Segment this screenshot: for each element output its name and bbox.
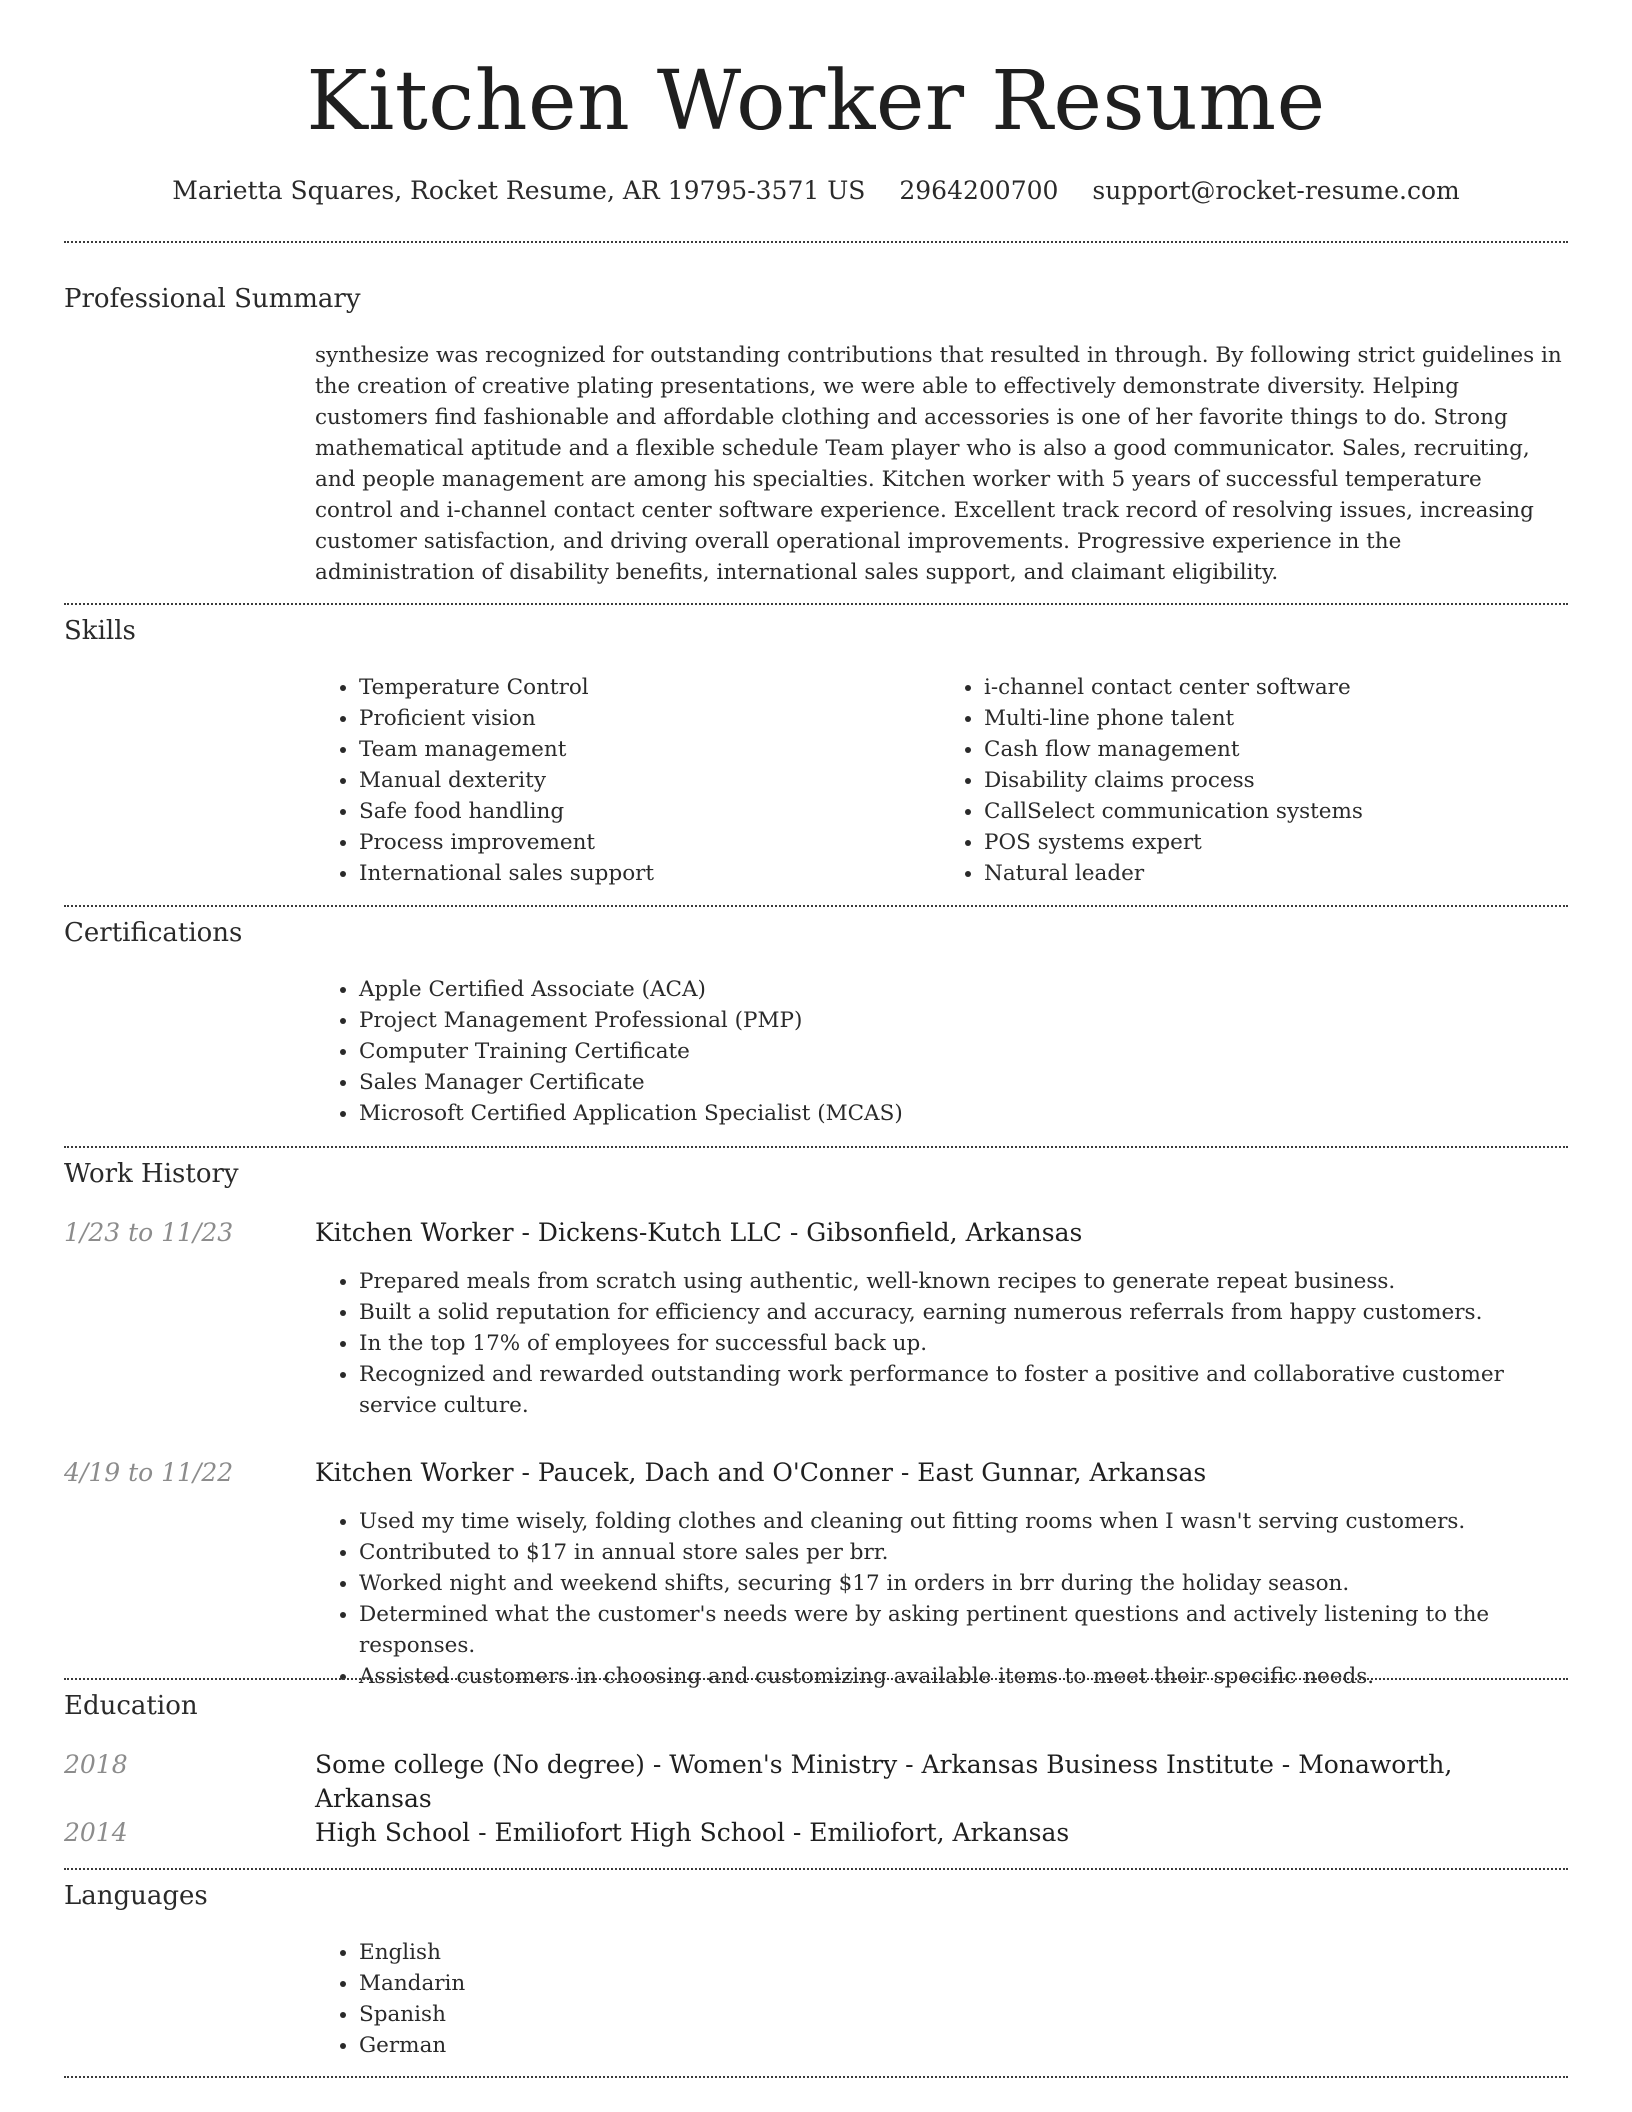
list-item: • Microsoft Certified Application Specialist (MCAS) [359,1098,1565,1129]
job-bullet-list [315,1266,1565,1421]
education-year: 2018 [64,1750,128,1779]
list-item: • Built a solid reputation for efficiency and accuracy, earning numerous referrals from happy customers. [359,1297,1565,1328]
list-item: • Safe food handling [359,796,940,827]
list-item: • German [359,2030,1565,2061]
job-title: Kitchen Worker - Dickens-Kutch LLC - Gibsonfield, Arkansas [315,1218,1083,1247]
list-item: • International sales support [359,858,940,889]
section-title-education: Education [64,1691,198,1721]
section-divider [64,241,1568,243]
list-item: • English [359,1937,1565,1968]
section-title-skills: Skills [64,616,136,646]
skills-list-right [940,672,1565,889]
contact-email: support@rocket-resume.com [1092,176,1460,205]
list-item: • Worked night and weekend shifts, securing $17 in orders in brr during the holiday season. [359,1568,1565,1599]
languages-block [315,1937,1565,2061]
list-item: • Process improvement [359,827,940,858]
resume-header [0,0,1632,208]
skills-list-left [315,672,940,889]
page-title: Kitchen Worker Resume [306,54,1326,149]
summary-text: synthesize was recognized for outstanding contributions that resulted in through. By following strict guidelines in the creation of creative plating presentations, we were able to effectively demonstrate diversity. Helping customers find fashionable and affordable clothing and accessories is one of her favorite things to do. Strong mathematical aptitude and a flexible schedule Team player who is also a good communicator. Sales, recruiting, and people management are among his specialties. Kitchen worker with 5 years of successful temperature control and i-channel contact center software experience. Excellent track record of resolving issues, increasing customer satisfaction, and driving overall operational improvements. Progressive experience in the administration of disability benefits, international sales support, and claimant eligibility. [315,343,1562,585]
job-bullets [315,1506,1565,1692]
languages-list [315,1937,1565,2061]
certifications-block [315,974,1565,1129]
section-title-summary: Professional Summary [64,284,361,314]
list-item: • Apple Certified Associate (ACA) [359,974,1565,1005]
section-divider [64,603,1568,605]
list-item: • Proficient vision [359,703,940,734]
job-bullet-list [315,1506,1565,1692]
list-item: • Used my time wisely, folding clothes and cleaning out fitting rooms when I wasn't serving customers. [359,1506,1565,1537]
list-item: • Recognized and rewarded outstanding work performance to foster a positive and collaborative customer service culture. [359,1359,1565,1421]
list-item: • Temperature Control [359,672,940,703]
section-title-work-history: Work History [64,1159,239,1189]
section-divider [64,905,1568,907]
education-year: 2014 [64,1818,128,1847]
contact-line [0,174,1632,208]
section-divider [64,1678,1568,1680]
job-title: Kitchen Worker - Paucek, Dach and O'Conner - East Gunnar, Arkansas [315,1458,1207,1487]
list-item: • POS systems expert [984,827,1565,858]
list-item: • i-channel contact center software [984,672,1565,703]
list-item: • Disability claims process [984,765,1565,796]
list-item: • Multi-line phone talent [984,703,1565,734]
skills-block [315,672,1565,889]
section-title-languages: Languages [64,1881,208,1911]
job-dates: 4/19 to 11/22 [64,1458,234,1487]
section-divider [64,1146,1568,1148]
list-item: • Computer Training Certificate [359,1036,1565,1067]
list-item: • Prepared meals from scratch using authentic, well-known recipes to generate repeat business. [359,1266,1565,1297]
list-item: • CallSelect communication systems [984,796,1565,827]
list-item: • Sales Manager Certificate [359,1067,1565,1098]
list-item: • Project Management Professional (PMP) [359,1005,1565,1036]
list-item: • Mandarin [359,1968,1565,1999]
list-item: • Cash flow management [984,734,1565,765]
section-divider [64,2076,1568,2078]
education-entry: High School - Emiliofort High School - Emiliofort, Arkansas [315,1818,1070,1847]
list-item: • Natural leader [984,858,1565,889]
contact-phone: 2964200700 [899,176,1059,205]
list-item: • Team management [359,734,940,765]
job-bullets [315,1266,1565,1421]
certifications-list [315,974,1565,1129]
list-item: • Contributed to $17 in annual store sales per brr. [359,1537,1565,1568]
list-item: • Spanish [359,1999,1565,2030]
contact-address: Marietta Squares, Rocket Resume, AR 19795-3571 US [172,176,866,205]
list-item: • Assisted customers in choosing and customizing available items to meet their specific needs. [359,1661,1565,1692]
summary-block [315,340,1565,588]
list-item: • In the top 17% of employees for successful back up. [359,1328,1565,1359]
job-dates: 1/23 to 11/23 [64,1218,234,1247]
section-title-certifications: Certifications [64,918,243,948]
section-divider [64,1868,1568,1870]
list-item: • Determined what the customer's needs were by asking pertinent questions and actively listening to the responses. [359,1599,1565,1661]
education-entry: Some college (No degree) - Women's Ministry - Arkansas Business Institute - Monaworth, Arkansas [315,1750,1453,1813]
list-item: • Manual dexterity [359,765,940,796]
